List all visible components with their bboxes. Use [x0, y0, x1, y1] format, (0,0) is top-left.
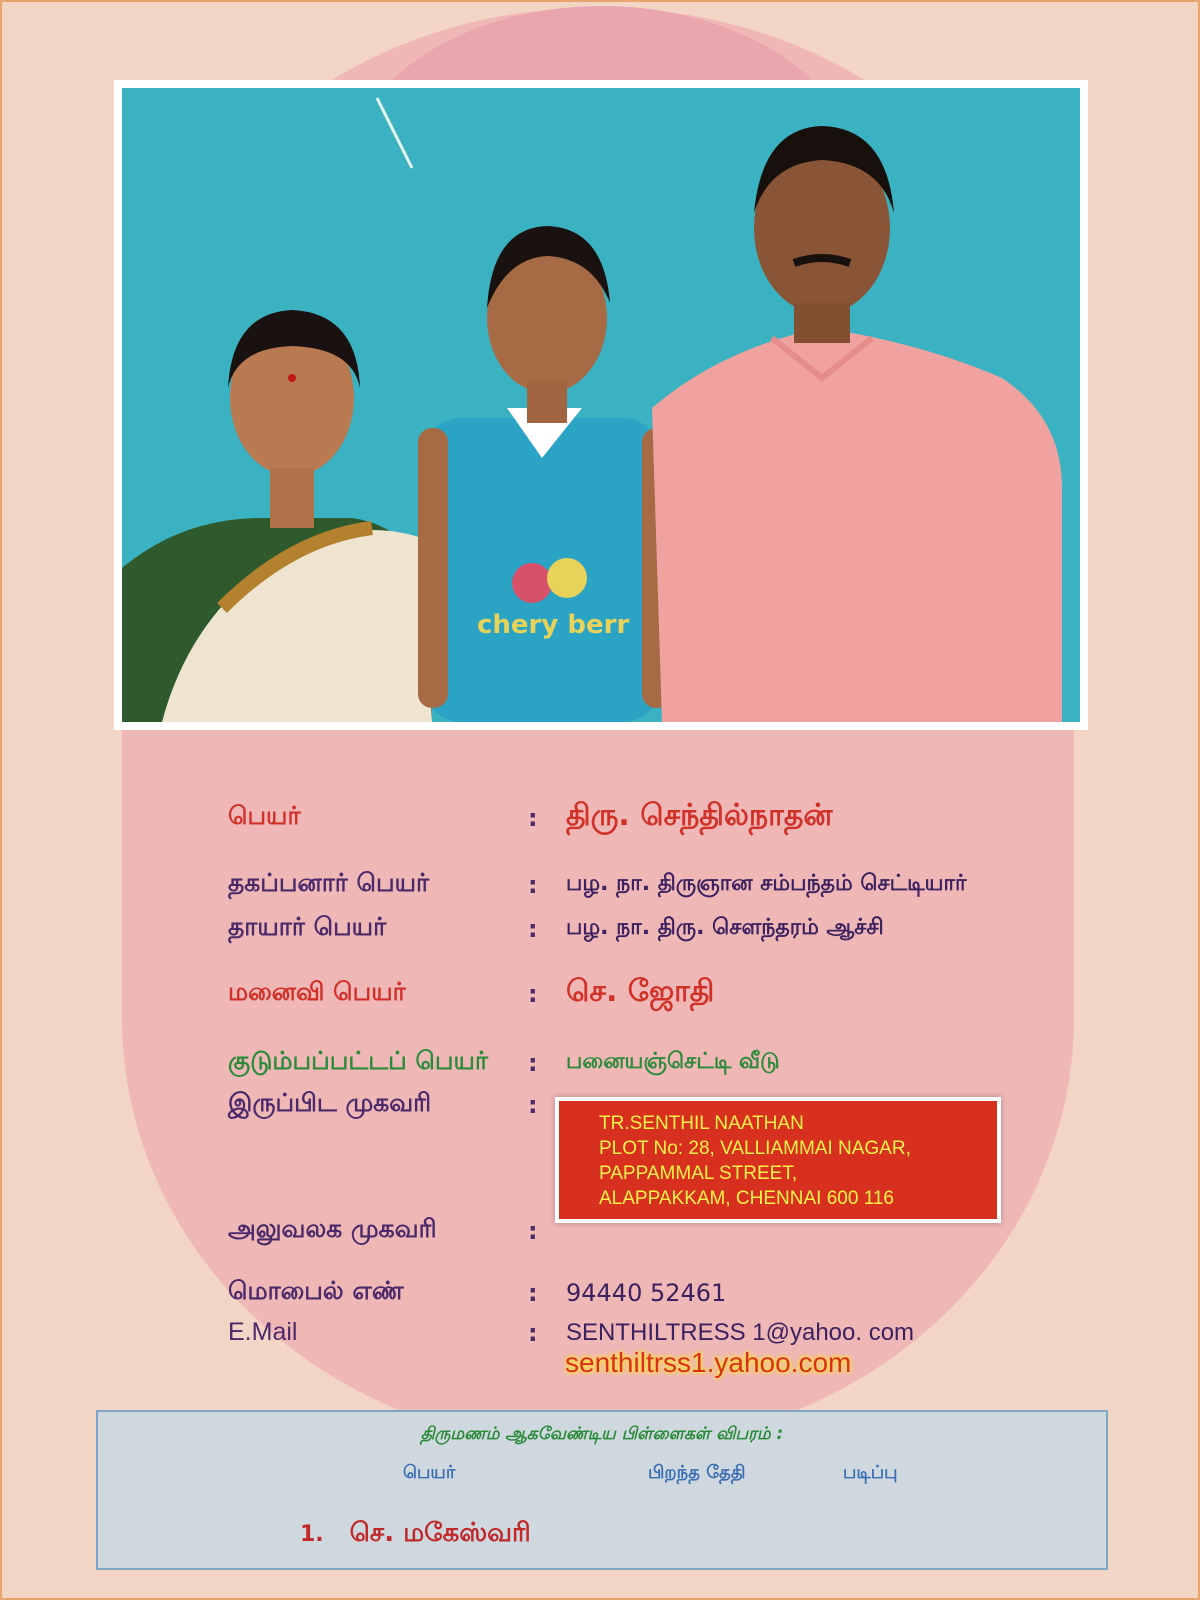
family-photo-illustration	[122, 88, 1080, 722]
mobile-row	[228, 1276, 726, 1309]
father-row	[228, 868, 967, 901]
father-label: தகப்பனார் பெயர்	[228, 868, 430, 897]
name-value: திரு. செந்தில்நாதன்	[566, 798, 833, 833]
colon: :	[528, 1216, 538, 1245]
child-item-1	[300, 1518, 531, 1551]
mobile-label: மொபைல் எண்	[228, 1276, 404, 1305]
residence-label: இருப்பிட முகவரி	[228, 1088, 432, 1117]
address-line-1: TR.SENTHIL NAATHAN	[599, 1113, 804, 1134]
office-row	[228, 1214, 566, 1247]
address-line-3: PAPPAMMAL STREET,	[599, 1163, 798, 1184]
family-name-row	[228, 1046, 780, 1079]
email-row	[228, 1318, 914, 1347]
email-alt-highlight: senthiltrss1.yahoo.com	[565, 1347, 852, 1378]
office-label: அலுவலக முகவரி	[228, 1214, 437, 1243]
wife-label: மனைவி பெயர்	[228, 977, 406, 1006]
mother-row	[228, 912, 884, 945]
mobile-value: 94440 52461	[566, 1278, 727, 1307]
family-name-label: குடும்பப்பட்டப் பெயர்	[228, 1046, 488, 1075]
child-item-name: செ. மகேஸ்வரி	[349, 1518, 531, 1548]
children-details-box	[96, 1410, 1108, 1570]
family-photo	[122, 88, 1080, 722]
colon: :	[528, 870, 538, 899]
colon: :	[528, 979, 538, 1008]
child-item-number: 1.	[300, 1522, 324, 1547]
residence-row	[228, 1088, 566, 1121]
mother-value: பழ. நா. திரு. செளந்தரம் ஆச்சி	[566, 914, 884, 940]
email-label: E.Mail	[228, 1318, 298, 1346]
column-name: பெயர்	[403, 1462, 456, 1483]
children-heading: திருமணம் ஆகவேண்டிய பிள்ளைகள் விபரம் :	[420, 1424, 784, 1444]
name-row	[228, 798, 832, 837]
column-education: படிப்பு	[843, 1462, 898, 1483]
colon: :	[528, 1048, 538, 1077]
address-line-2: PLOT No: 28, VALLIAMMAI NAGAR,	[599, 1138, 911, 1159]
father-value: பழ. நா. திருஞான சம்பந்தம் செட்டியார்	[566, 870, 967, 896]
address-line-4: ALAPPAKKAM, CHENNAI 600 116	[599, 1188, 894, 1209]
wife-value: செ. ஜோதி	[566, 974, 715, 1009]
family-name-value: பனையஞ்செட்டி வீடு	[566, 1048, 780, 1074]
shirt-text: chery berr	[477, 610, 630, 640]
colon: :	[528, 1278, 538, 1307]
wife-row	[228, 974, 714, 1013]
family-photo-frame	[114, 80, 1088, 730]
colon: :	[528, 914, 538, 943]
mother-label: தாயார் பெயர்	[228, 912, 387, 941]
colon: :	[528, 1318, 538, 1347]
name-label: பெயர்	[228, 801, 301, 830]
column-dob: பிறந்த தேதி	[648, 1462, 746, 1483]
colon: :	[528, 1090, 538, 1119]
residence-address-box	[555, 1097, 1001, 1223]
colon: :	[528, 803, 538, 832]
email-value: SENTHILTRESS 1@yahoo. com	[566, 1318, 915, 1346]
